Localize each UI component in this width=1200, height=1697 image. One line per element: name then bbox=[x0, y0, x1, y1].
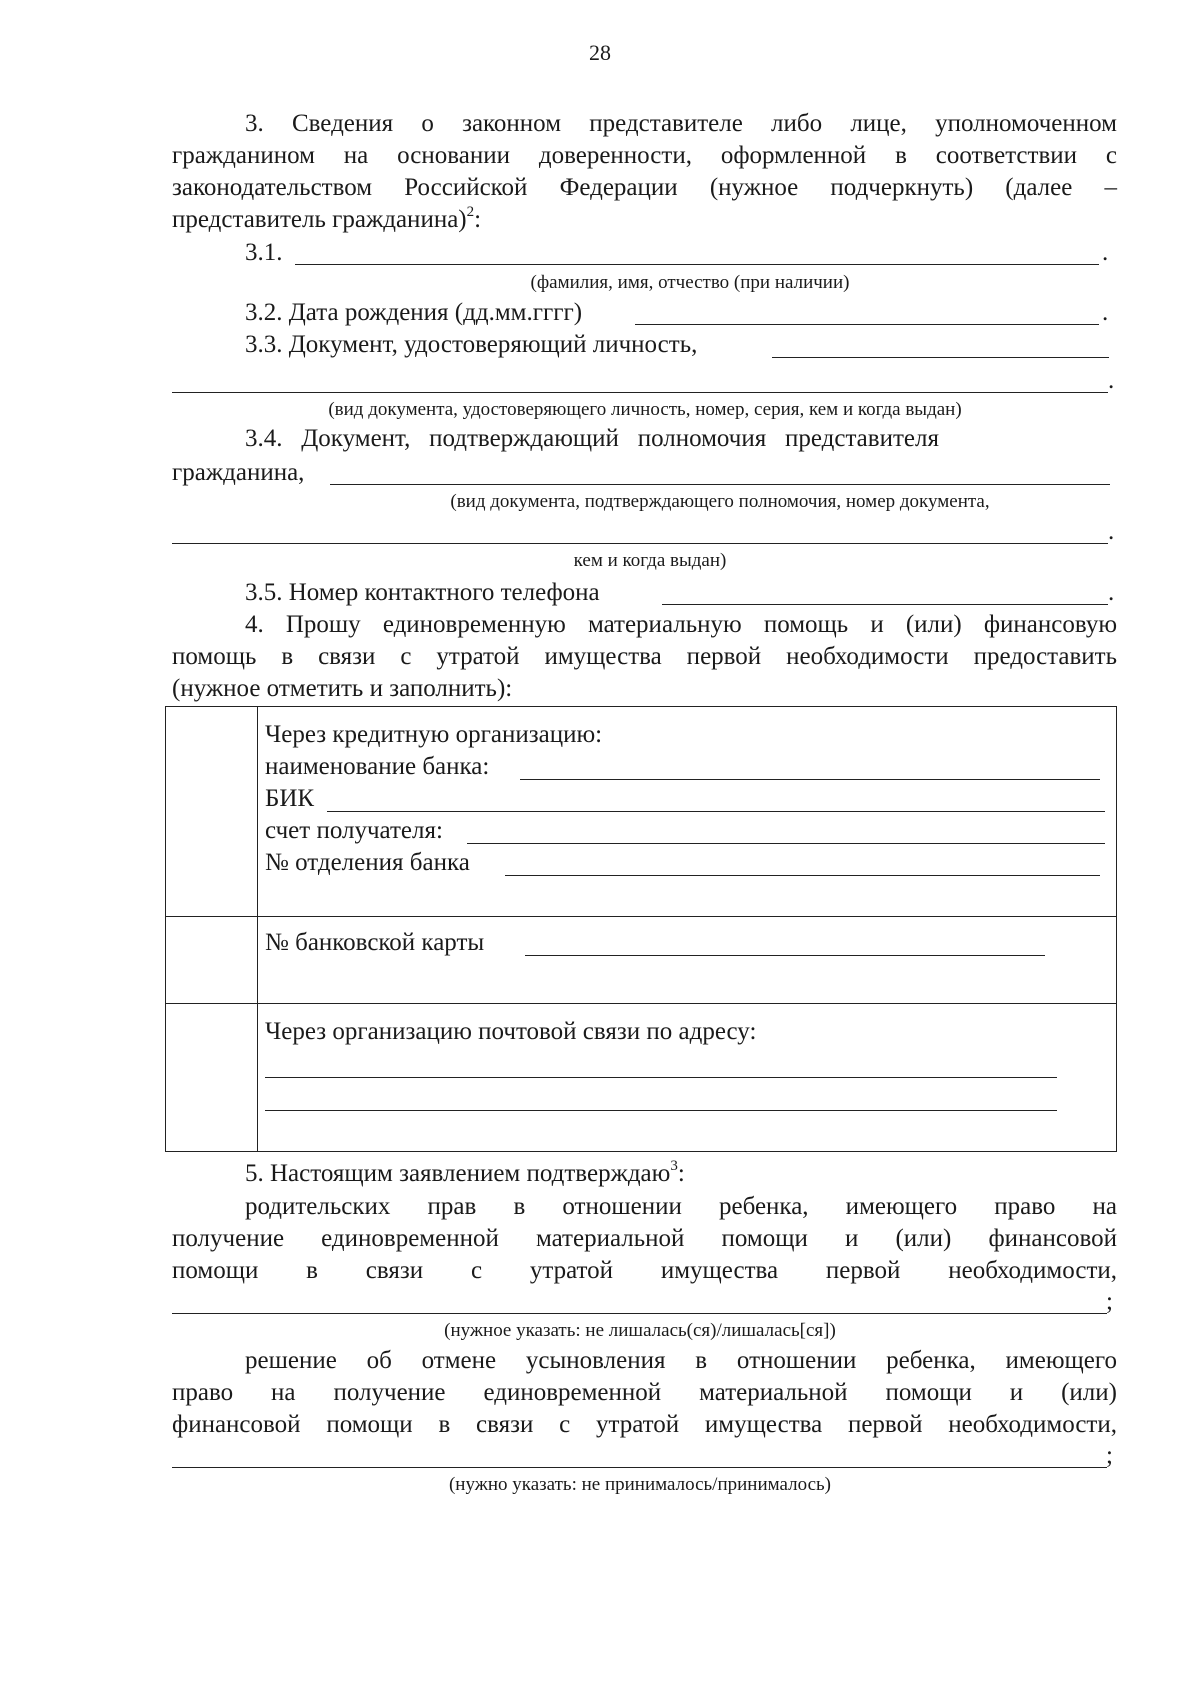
field-3-3-dot: . bbox=[1108, 367, 1115, 394]
checkbox-post[interactable] bbox=[167, 1005, 255, 1150]
bank-title: Через кредитную организацию: bbox=[265, 721, 603, 748]
section4-line3: (нужное отметить и заполнить): bbox=[172, 675, 513, 702]
section5-p2-line3: финансовой помощи в связи с утратой имущества первой необходимости, bbox=[172, 1411, 1117, 1438]
field-3-4-caption2: кем и когда выдан) bbox=[573, 550, 727, 571]
field-3-1-dot: . bbox=[1102, 239, 1109, 266]
field-3-5-label: 3.5. Номер контактного телефона bbox=[245, 579, 600, 606]
section5-p2-line1: решение об отмене усыновления в отношении ребенка, имеющего bbox=[245, 1347, 1117, 1374]
section4-line1: 4. Прошу единовременную материальную помощь и (или) финансовую bbox=[245, 611, 1117, 638]
field-3-3-label: 3.3. Документ, удостоверяющий личность, bbox=[245, 331, 698, 358]
bik-label: БИК bbox=[265, 785, 315, 812]
field-3-4-label2: гражданина, bbox=[172, 459, 305, 486]
field-3-3-caption: (вид документа, удостоверяющего личность, номер, серия, кем и когда выдан) bbox=[328, 399, 962, 420]
section5-p1-line3: помощи в связи с утратой имущества первой необходимости, bbox=[172, 1257, 1117, 1284]
section3-line2: гражданином на основании доверенности, оформленной в соответствии с bbox=[172, 142, 1117, 169]
field-3-2-label: 3.2. Дата рождения (дд.мм.гггг) bbox=[245, 299, 583, 326]
table-row-divider-2 bbox=[165, 1003, 1117, 1004]
field-3-2-dot: . bbox=[1102, 299, 1109, 326]
birthdate-line[interactable] bbox=[635, 324, 1099, 325]
branch-line[interactable] bbox=[505, 875, 1100, 876]
card-line[interactable] bbox=[525, 955, 1045, 956]
field-3-4-dot: . bbox=[1108, 518, 1115, 545]
section5-p1-line2: получение единовременной материальной помощи и (или) финансовой bbox=[172, 1225, 1117, 1252]
section3-line4-text: представитель гражданина) bbox=[172, 206, 467, 233]
checkbox-card[interactable] bbox=[167, 918, 255, 1002]
id-document-line-1[interactable] bbox=[772, 357, 1109, 358]
id-document-line-2[interactable] bbox=[172, 392, 1108, 393]
section5-heading-text: 5. Настоящим заявлением подтверждаю bbox=[245, 1160, 671, 1187]
section3-line3: законодательством Российской Федерации (нужное подчеркнуть) (далее – bbox=[172, 174, 1117, 201]
table-column-divider bbox=[257, 706, 258, 1152]
field-3-1-caption: (фамилия, имя, отчество (при наличии) bbox=[530, 272, 850, 293]
page-number: 28 bbox=[589, 40, 611, 65]
authority-document-line-1[interactable] bbox=[330, 484, 1110, 485]
adoption-caption: (нужно указать: не принималось/принималось) bbox=[448, 1474, 831, 1495]
card-label: № банковской карты bbox=[265, 929, 485, 956]
section5-p1-line1: родительских прав в отношении ребенка, имеющего право на bbox=[245, 1193, 1117, 1220]
account-line[interactable] bbox=[467, 843, 1105, 844]
semicolon-1: ; bbox=[1106, 1288, 1113, 1315]
footnote-ref-2: 2 bbox=[466, 203, 475, 220]
phone-line[interactable] bbox=[662, 604, 1108, 605]
section3-line4 bbox=[172, 205, 481, 235]
bank-name-label: наименование банка: bbox=[265, 753, 490, 780]
section4-line2: помощь в связи с утратой имущества первой необходимости предоставить bbox=[172, 643, 1117, 670]
colon: : bbox=[677, 1160, 685, 1187]
post-label: Через организацию почтовой связи по адресу: bbox=[265, 1018, 757, 1045]
parental-rights-caption: (нужное указать: не лишалась(ся)/лишалась[ся]) bbox=[444, 1320, 836, 1341]
semicolon-2: ; bbox=[1106, 1442, 1113, 1469]
parental-rights-line[interactable] bbox=[172, 1313, 1107, 1314]
authority-document-line-2[interactable] bbox=[172, 543, 1108, 544]
field-3-1-label: 3.1. bbox=[245, 239, 283, 266]
checkbox-bank[interactable] bbox=[167, 708, 255, 915]
field-3-1-line[interactable] bbox=[295, 264, 1099, 265]
bank-name-line[interactable] bbox=[520, 779, 1100, 780]
table-row-divider-1 bbox=[165, 916, 1117, 917]
field-3-4-caption1: (вид документа, подтверждающего полномочия, номер документа, bbox=[450, 491, 990, 512]
section5-p2-line2: право на получение единовременной материальной помощи и (или) bbox=[172, 1379, 1117, 1406]
colon: : bbox=[474, 206, 482, 233]
post-address-line-2[interactable] bbox=[265, 1110, 1057, 1111]
bik-line[interactable] bbox=[327, 811, 1105, 812]
account-label: счет получателя: bbox=[265, 817, 443, 844]
branch-label: № отделения банка bbox=[265, 849, 470, 876]
section5-heading bbox=[245, 1159, 685, 1189]
adoption-line[interactable] bbox=[172, 1467, 1107, 1468]
field-3-4-line1: 3.4. Документ, подтверждающий полномочия представителя bbox=[245, 425, 939, 452]
field-3-5-dot: . bbox=[1108, 579, 1115, 606]
footnote-ref-3: 3 bbox=[670, 1157, 678, 1174]
section3-line1: 3. Сведения о законном представителе либо лице, уполномоченном bbox=[245, 110, 1117, 137]
post-address-line-1[interactable] bbox=[265, 1077, 1057, 1078]
